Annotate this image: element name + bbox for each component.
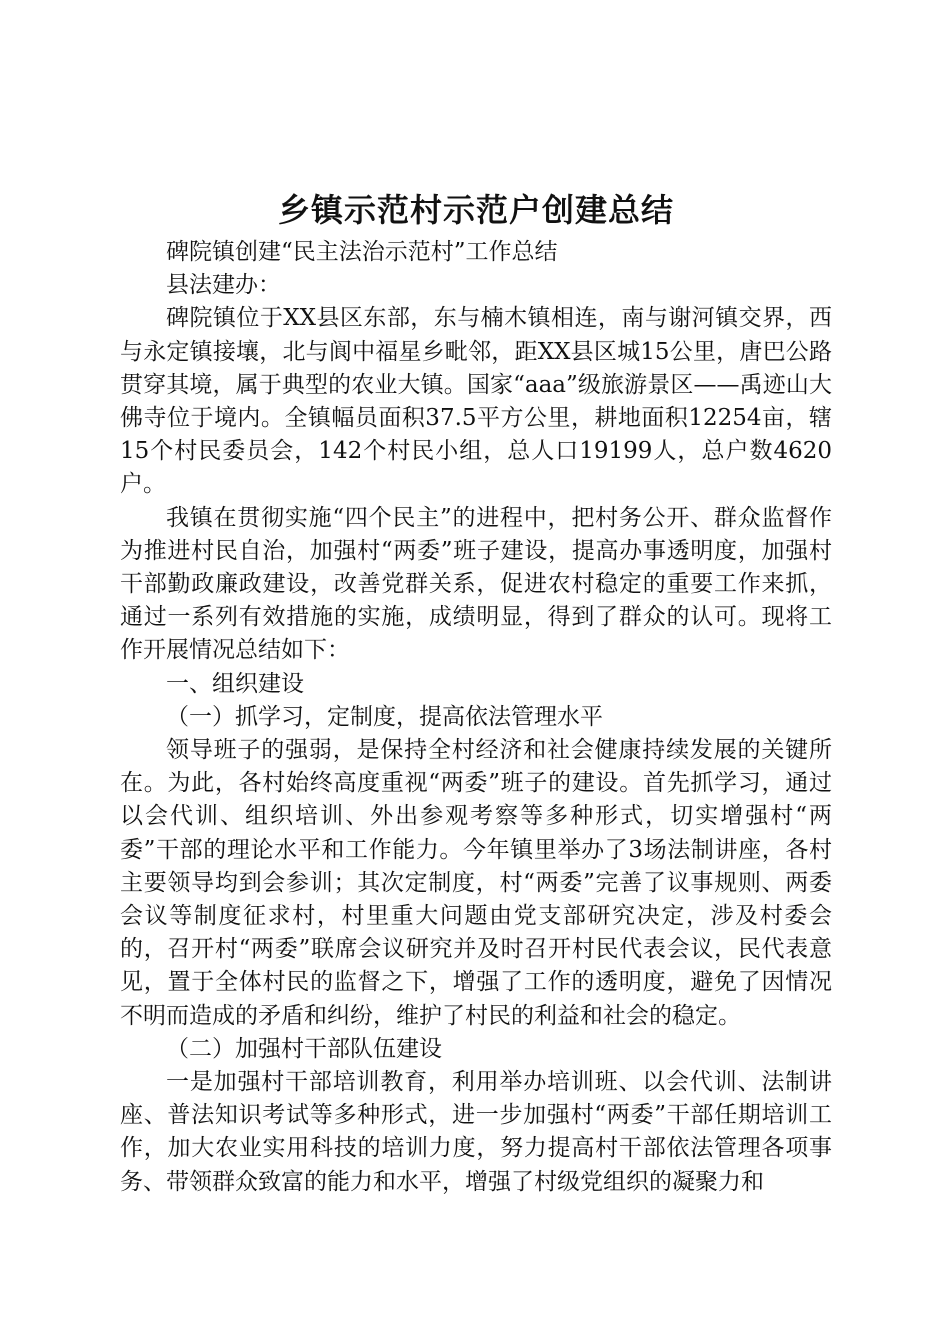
addressee-paragraph: 县法建办： xyxy=(166,272,281,299)
section-heading: 一、组织建设 xyxy=(166,670,304,697)
subsection-heading: （一）抓学习，定制度，提高依法管理水平 xyxy=(166,703,603,730)
subtitle-paragraph: 碑院镇创建“民主法治示范村”工作总结 xyxy=(166,239,558,265)
document-title: 乡镇示范村示范户创建总结 xyxy=(277,191,674,229)
document-body xyxy=(120,186,832,1199)
body-paragraph: 碑院镇位于XX县区东部，东与楠木镇相连，南与谢河镇交界，西与永定镇接壤，北与阆中福星乡毗邻，距XX县区城15公里，唐巴公路贯穿其境，属于典型的农业大镇。国家“aaa”级旅游景区——禹迹山大佛寺位于境内。全镇幅员面积37.5平方公里，耕地面积12254亩，辖15个村民委员会，142个村民小组，总人口19199人，总户数4620户。 xyxy=(120,305,832,498)
body-paragraph: 我镇在贯彻实施“四个民主”的进程中，把村务公开、群众监督作为推进村民自治，加强村“两委”班子建设，提高办事透明度，加强村干部勤政廉政建设，改善党群关系，促进农村稳定的重要工作来抓，通过一系列有效措施的实施，成绩明显，得到了群众的认可。现将工作开展情况总结如下： xyxy=(120,504,832,664)
body-paragraph: 领导班子的强弱，是保持全村经济和社会健康持续发展的关键所在。为此，各村始终高度重视“两委”班子的建设。首先抓学习，通过以会代训、组织培训、外出参观考察等多种形式，切实增强村“两委”干部的理论水平和工作能力。今年镇里举办了3场法制讲座，各村主要领导均到会参训；其次定制度，村“两委”完善了议事规则、两委会议等制度征求村，村里重大问题由党支部研究决定，涉及村委会的，召开村“两委”联席会议研究并及时召开村民代表会议，民代表意见，置于全体村民的监督之下，增强了工作的透明度，避免了因情况不明而造成的矛盾和纠纷，维护了村民的利益和社会的稳定。 xyxy=(120,737,832,1029)
subsection-heading: （二）加强村干部队伍建设 xyxy=(166,1035,442,1062)
body-paragraph: 一是加强村干部培训教育，利用举办培训班、以会代训、法制讲座、普法知识考试等多种形式，进一步加强村“两委”干部任期培训工作，加大农业实用科技的培训力度，努力提高村干部依法管理各项事务、带领群众致富的能力和水平，增强了村级党组织的凝聚力和 xyxy=(120,1069,832,1195)
